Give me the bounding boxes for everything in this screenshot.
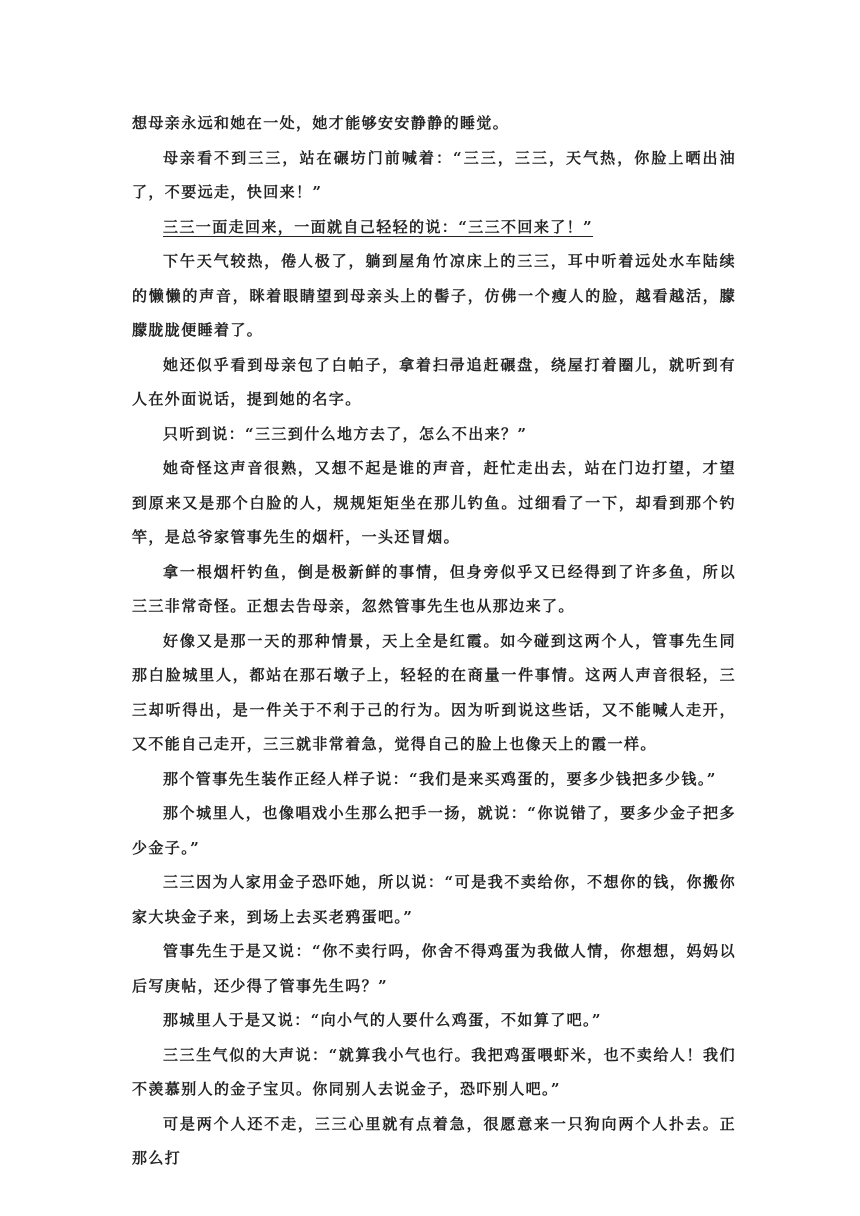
paragraph: 那个城里人，也像唱戏小生那么把手一扬，就说：“你说错了，要多少金子把多少金子。” [132,804,736,857]
paragraph: 管事先生于是又说：“你不卖行吗，你舍不得鸡蛋为我做人情，你想想，妈妈以后写庚帖，还少得了管事先生吗？” [132,942,736,995]
paragraph: 下午天气较热，倦人极了，躺到屋角竹凉床上的三三，耳中听着远处水车陆续的懒懒的声音，眯着眼睛望到母亲头上的髻子，仿佛一个瘦人的脸，越看越活，朦朦胧胧便睡着了。 [132,252,736,339]
paragraph: 母亲看不到三三，站在碾坊门前喊着：“三三，三三，天气热，你脸上晒出油了，不要远走，快回来！” [132,148,736,201]
paragraph: 那城里人于是又说：“向小气的人要什么鸡蛋，不如算了吧。” [163,1011,602,1029]
paragraph [132,210,736,245]
paragraph: 拿一根烟杆钓鱼，倒是极新鲜的事情，但身旁似乎又已经得到了许多鱼，所以三三非常奇怪。正想去告母亲，忽然管事先生也从那边来了。 [132,562,736,615]
document-body [132,106,736,1176]
paragraph: 三三生气似的大声说：“就算我小气也行。我把鸡蛋喂虾米，也不卖给人！我们不羡慕别人的金子宝贝。你同别人去说金子，恐吓别人吧。” [132,1045,736,1098]
paragraph: 她奇怪这声音很熟，又想不起是谁的声音，赶忙走出去，站在门边打望，才望到原来又是那个白脸的人，规规矩矩坐在那儿钓鱼。过细看了一下，却看到那个钓竿，是总爷家管事先生的烟杆，一头还冒烟。 [132,459,736,546]
paragraph: 好像又是那一天的那种情景，天上全是红霞。如今碰到这两个人，管事先生同那白脸城里人，都站在那石墩子上，轻轻的在商量一件事情。这两人声音很轻，三三却听得出，是一件关于不利于己的行为。因为听到说这些话，又不能喊人走开，又不能自己走开，三三就非常着急，觉得自己的脸上也像天上的霞一样。 [132,631,736,753]
paragraph: 三三因为人家用金子恐吓她，所以说：“可是我不卖给你，不想你的钱，你搬你家大块金子来，到场上去买老鸦蛋吧。” [132,873,736,926]
paragraph: 想母亲永远和她在一处，她才能够安安静静的睡觉。 [132,114,510,132]
paragraph: 那个管事先生装作正经人样子说：“我们是来买鸡蛋的，要多少钱把多少钱。” [163,769,717,788]
paragraph: 只听到说：“三三到什么地方去了，怎么不出来？” [163,424,528,443]
paragraph: 可是两个人还不走，三三心里就有点着急，很愿意来一只狗向两个人扑去。正那么打 [132,1114,736,1167]
paragraph: 她还似乎看到母亲包了白帕子，拿着扫帚追赶碾盘，绕屋打着圈儿，就听到有人在外面说话，提到她的名字。 [132,355,736,408]
underlined-sentence: 三三一面走回来，一面就自己轻轻的说：“三三不回来了！” [163,217,594,236]
